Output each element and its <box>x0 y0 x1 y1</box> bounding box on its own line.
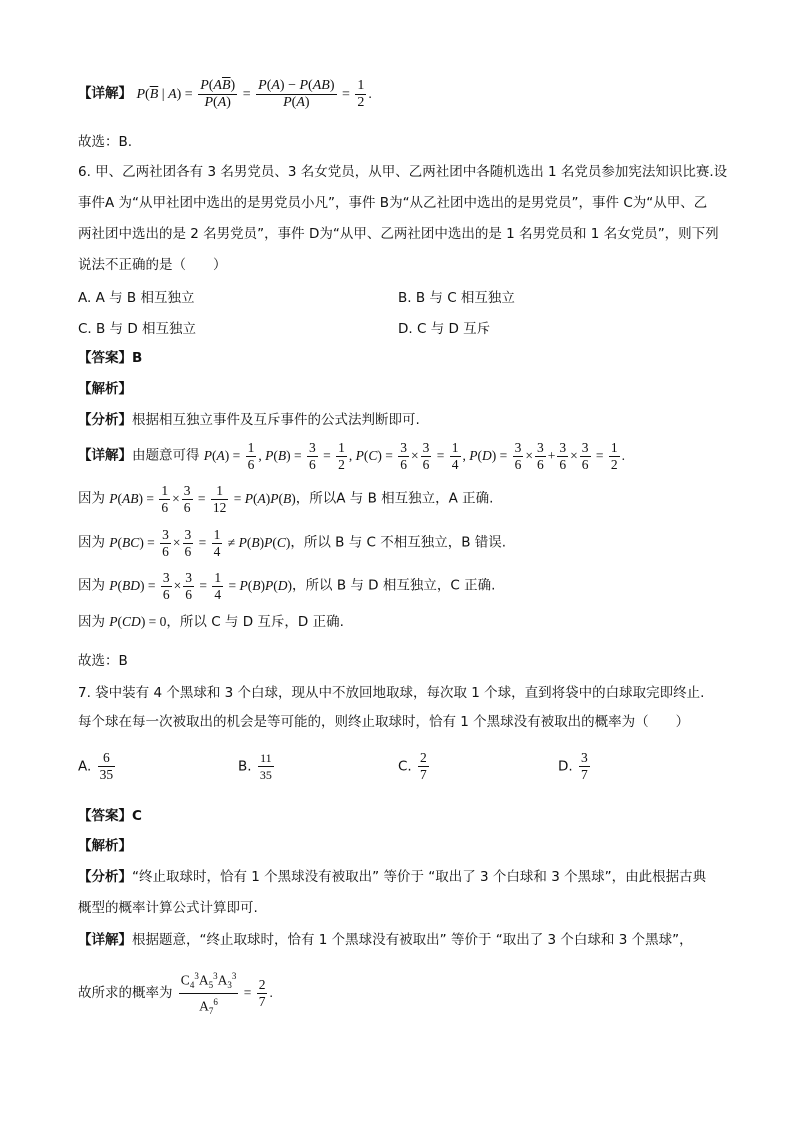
step-suffix: ，所以 B 与 D 相互独立，C 正确. <box>292 577 496 594</box>
q6-step-cd: 因为 P(CD) = 0，所以 C 与 D 互斥，D 正确. <box>78 614 344 630</box>
detail-label: 【详解】 <box>78 932 132 948</box>
q6-option-b: B. B 与 C 相互独立 <box>398 290 515 306</box>
option-den: 35 <box>259 768 272 782</box>
step-prefix: 因为 <box>78 577 105 594</box>
q7-option-b <box>238 750 276 783</box>
q7-analysis-label: 【解析】 <box>78 838 132 854</box>
q7-detail-line1 <box>78 930 693 950</box>
q7-answer-label: 【答案】C <box>78 808 142 824</box>
analysis-text: “终止取球时，恰有 1 个黑球没有被取出” 等价于 “取出了 3 个白球和 3 个黑球”，由此根据古典 <box>132 869 707 885</box>
detail-text: 根据题意，“终止取球时，恰有 1 个黑球没有被取出” 等价于 “取出了 3 个白球和 3 个黑球”， <box>132 932 693 948</box>
option-den: 35 <box>99 767 114 782</box>
step-suffix: ，所以 B 与 C 不相互独立，B 错误. <box>290 534 507 551</box>
option-num: 6 <box>98 750 116 767</box>
q7-stem-line1: 7. 袋中装有 4 个黑球和 3 个白球，现从中不放回地取球，每次取 1 个球，直到将袋中的白球取完即终止. <box>78 685 705 701</box>
q7-stem-line2: 每个球在每一次被取出的机会是等可能的，则终止取球时，恰有 1 个黑球没有被取出的概率为（ ） <box>78 714 690 730</box>
option-label: B. <box>238 758 252 775</box>
q6-option-a: A. A 与 B 相互独立 <box>78 290 195 306</box>
option-num: 2 <box>420 750 427 765</box>
option-num: 3 <box>580 750 588 765</box>
q6-analysis-label: 【解析】 <box>78 381 132 397</box>
q7-analysis-line2: 概型的概率计算公式计算即可. <box>78 900 258 916</box>
q7-option-a <box>78 750 117 783</box>
step-prefix: 因为 <box>78 534 105 551</box>
q6-step-ab: 因为 P(AB) = $\frac{1}{6}$ × $\frac{3}{6}$ = $\frac{1}{12}$ = P(A)P(B)，所以A 与 B 相互独立，A 正确. <box>78 483 494 515</box>
q5-formula: $P(\overline{B}$ | A) = $\frac{P(A\overline{B})}{P(A)}$ = $\frac{P(A) - P(AB)}{P(A)}$ = $\frac{1}{2}$ . <box>136 78 372 110</box>
analysis-intro-text: 根据相互独立事件及互斥事件的公式法判断即可. <box>132 412 420 428</box>
step-suffix: ，所以 C 与 D 互斥，D 正确. <box>166 614 344 630</box>
step-prefix: 因为 <box>78 490 105 507</box>
q6-stem-line2: 事件A 为“从甲社团中选出的是男党员小凡”，事件 B为“从乙社团中选出的是男党员”，事件 C为“从甲、乙 <box>78 195 708 211</box>
q6-analysis-intro <box>78 410 420 430</box>
option-den: 7 <box>420 767 427 782</box>
q6-stem-line4: 说法不正确的是（ ） <box>78 257 227 273</box>
step-suffix: ，所以A 与 B 相互独立，A 正确. <box>295 490 494 507</box>
detail-prefix: 由题意可得 <box>132 447 200 464</box>
q7-option-c <box>398 750 431 783</box>
q5-detail <box>78 78 372 111</box>
q6-detail-line: 【详解】由题意可得 P(A) = $\frac{1}{6}$ , P(B) = $\frac{3}{6}$ = $\frac{1}{2}$ , P(C) = $\frac{3}{6}$ × $\frac{3}{6}$ = $\frac{1}{4}$ , P(D) = $\frac{3}{6}$ × $\frac{3}{6}$ + $\frac{3}{6}$ × $\frac{3}{6}$ = $\frac{1}{2}$ . <box>78 440 625 472</box>
analysis-intro-label: 【分析】 <box>78 412 132 428</box>
q6-step-bd: 因为 P(BD) = $\frac{3}{6}$ × $\frac{3}{6}$ = $\frac{1}{4}$ = P(B)P(D)，所以 B 与 D 相互独立，C 正确. <box>78 570 496 602</box>
option-num: 11 <box>258 750 274 767</box>
q6-option-c: C. B 与 D 相互独立 <box>78 321 197 337</box>
analysis-intro-label: 【分析】 <box>78 869 132 885</box>
option-den: 7 <box>580 767 588 782</box>
q6-stem-line1: 6. 甲、乙两社团各有 3 名男党员、3 名女党员，从甲、乙两社团中各随机选出 1 名党员参加宪法知识比赛.设 <box>78 164 728 180</box>
option-label: C. <box>398 758 412 775</box>
q7-analysis-line1 <box>78 867 706 887</box>
detail-label: 【详解】 <box>78 85 132 102</box>
step-prefix: 因为 <box>78 614 105 630</box>
detail-prefix: 故所求的概率为 <box>78 984 173 1001</box>
q5-answer-line: 故选：B. <box>78 134 133 150</box>
q6-answer-line: 故选：B <box>78 653 128 669</box>
option-label: D. <box>558 758 573 775</box>
q6-option-d: D. C 与 D 互斥 <box>398 321 491 337</box>
detail-label: 【详解】 <box>78 447 132 464</box>
q6-step-bc: 因为 P(BC) = $\frac{3}{6}$ × $\frac{3}{6}$ = $\frac{1}{4}$ ≠ P(B)P(C)，所以 B 与 C 不相互独立，B 错误. <box>78 527 507 559</box>
q7-option-d <box>558 750 592 783</box>
option-label: A. <box>78 758 92 775</box>
q7-detail-line2: 故所求的概率为 $\frac{C_4^3A_5^3A_3^3}{A_7^6}$ = $\frac{2}{7}$ . <box>78 968 273 1019</box>
q6-stem-line3: 两社团中选出的是 2 名男党员”，事件 D为“从甲、乙两社团中选出的是 1 名男党员和 1 名女党员”，则下列 <box>78 226 719 242</box>
q6-answer-label: 【答案】B <box>78 350 143 366</box>
